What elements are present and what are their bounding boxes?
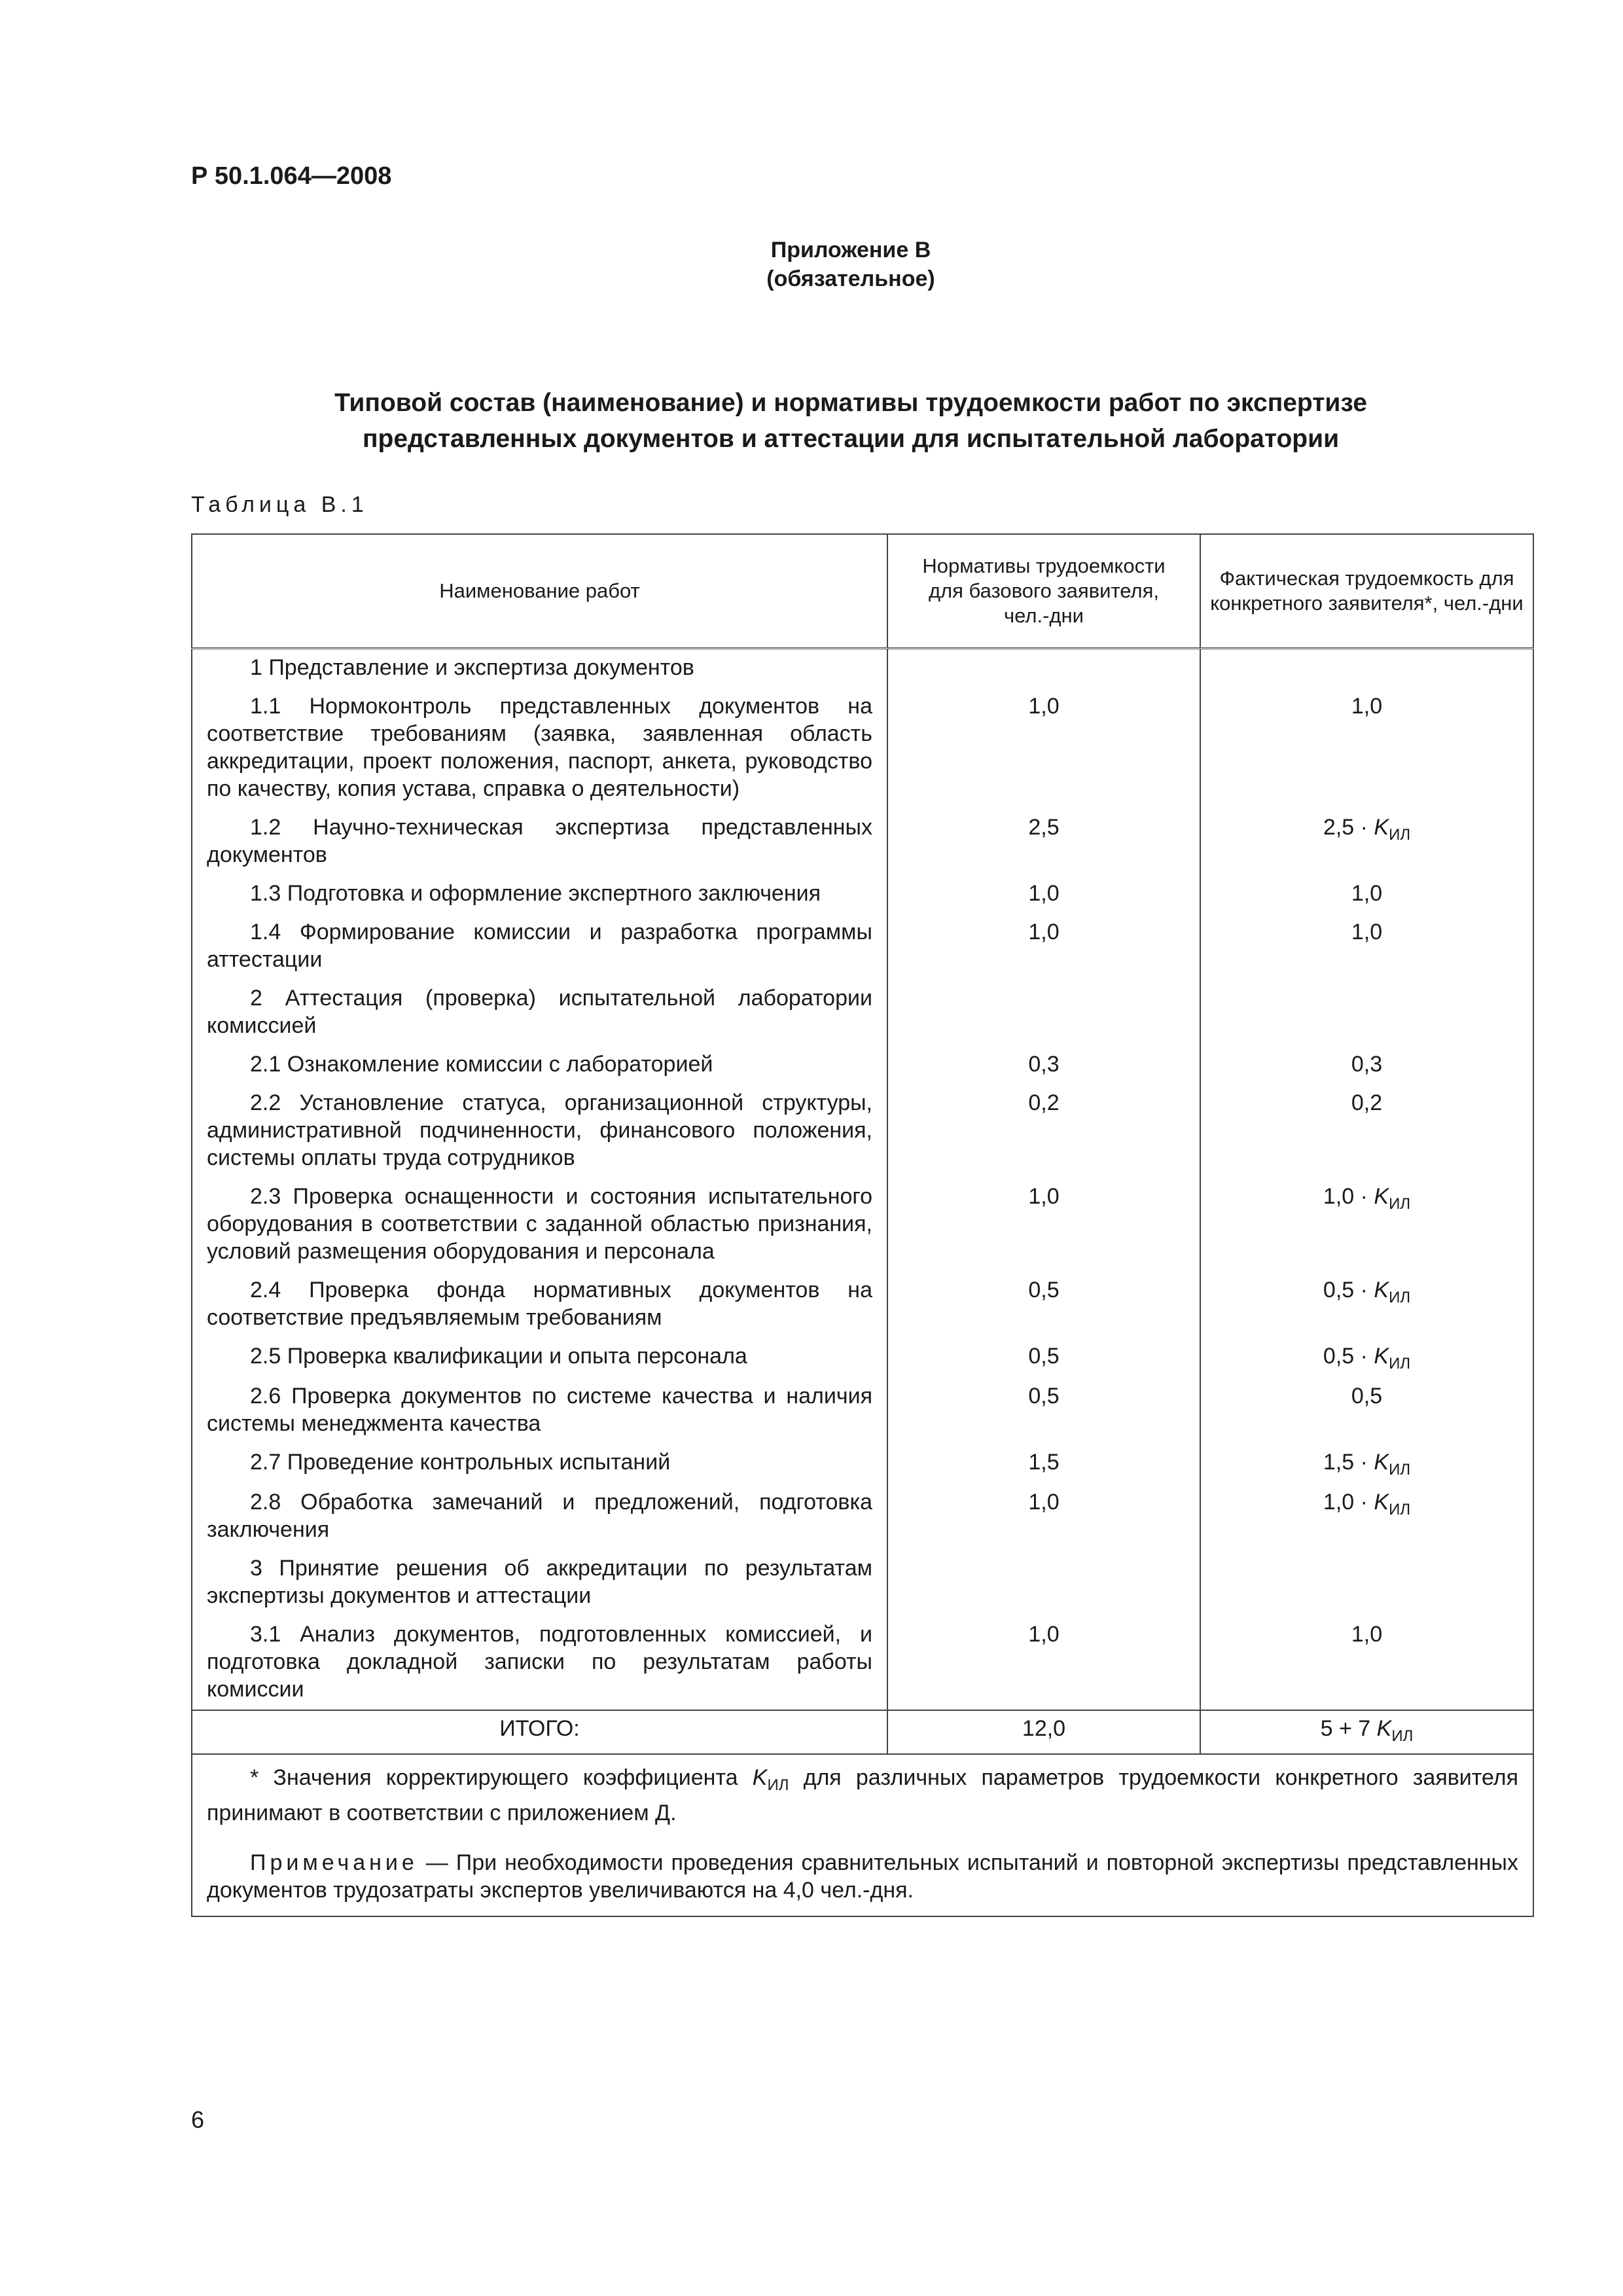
k-coefficient: $K_{ИЛ}$ <box>1374 1344 1411 1372</box>
work-name: 3 Принятие решения об аккредитации по результатам экспертизы документов и аттестации <box>207 1555 872 1608</box>
k-coefficient: $K_{ИЛ}$ <box>1374 1449 1411 1479</box>
actual-cell <box>1200 980 1533 1046</box>
actual-cell <box>1200 1378 1533 1444</box>
table-footer <box>192 1754 1533 1916</box>
norm-cell <box>887 980 1200 1046</box>
work-name-cell <box>192 809 887 875</box>
norm-cell: 1,0 <box>887 914 1200 980</box>
total-row <box>192 1710 1533 1755</box>
table-header-row <box>192 534 1533 649</box>
table-row <box>192 875 1533 914</box>
table-row <box>192 914 1533 980</box>
norm-cell: 1,0 <box>887 1484 1200 1550</box>
total-actual <box>1200 1710 1533 1755</box>
work-name: 2.1 Ознакомление комиссии с лабораторией <box>250 1052 713 1077</box>
work-name-cell <box>192 1550 887 1616</box>
actual-value: 0,3 <box>1351 1052 1383 1077</box>
work-norms-table <box>191 533 1534 1917</box>
actual-cell <box>1200 649 1533 689</box>
work-name: 2.4 Проверка фонда нормативных документов на соответствие предъявляемым требованиям <box>207 1278 872 1330</box>
actual-cell <box>1200 1484 1533 1550</box>
work-name-cell <box>192 875 887 914</box>
work-name-cell <box>192 1178 887 1272</box>
norm-cell: 0,5 <box>887 1272 1200 1338</box>
work-name-cell <box>192 980 887 1046</box>
actual-cell <box>1200 1616 1533 1710</box>
table-row <box>192 1484 1533 1550</box>
work-name: 1 Представление и экспертиза документов <box>250 655 694 680</box>
k-coefficient: $K_{ИЛ}$ <box>1374 1489 1411 1518</box>
norm-cell: 1,0 <box>887 1178 1200 1272</box>
k-coefficient: $K_{ИЛ}$ <box>1374 1278 1411 1306</box>
norm-cell: 0,3 <box>887 1046 1200 1085</box>
work-name: 1.4 Формирование комиссии и разработка программы аттестации <box>207 920 872 972</box>
work-name: 3.1 Анализ документов, подготовленных комиссией, и подготовка докладной записки по результатам работы комиссии <box>207 1621 872 1702</box>
page-number: 6 <box>191 2106 205 2133</box>
header-actual: Фактическая трудоемкость для конкретного заявителя*, чел.-дни <box>1200 534 1533 649</box>
actual-cell <box>1200 1046 1533 1085</box>
work-name: 1.3 Подготовка и оформление экспертного заключения <box>250 881 821 906</box>
work-name-cell <box>192 1338 887 1378</box>
table-row <box>192 1272 1533 1338</box>
footnote: * Значения корректирующего коэффициента $K_{ИЛ}$ для различных параметров трудоемкости конкретного заявителя принимают в соответствии с приложением Д. <box>207 1765 1519 1826</box>
work-name-cell <box>192 1444 887 1484</box>
total-label: ИТОГО: <box>192 1710 887 1755</box>
actual-value: 0,5 <box>1351 1383 1383 1408</box>
norm-cell: 0,2 <box>887 1085 1200 1178</box>
actual-cell <box>1200 914 1533 980</box>
document-code: Р 50.1.064—2008 <box>191 162 392 190</box>
note-label: Примечание <box>250 1850 418 1876</box>
table-row <box>192 1444 1533 1484</box>
actual-value: 1,0 <box>1351 694 1383 719</box>
header-norms: Нормативы трудоемкости для базового заявителя, чел.-дни <box>887 534 1200 649</box>
norm-cell: 1,0 <box>887 688 1200 809</box>
norm-cell <box>887 649 1200 689</box>
work-name: 2 Аттестация (проверка) испытательной лаборатории комиссией <box>207 986 872 1038</box>
actual-value: 1,5 · <box>1323 1449 1368 1475</box>
actual-value: 1,0 · <box>1323 1489 1368 1515</box>
section-title: Типовой состав (наименование) и нормативы трудоемкости работ по экспертизе представленных документов и аттестации для испытательной лаборатории <box>334 389 1367 453</box>
table-row <box>192 1378 1533 1444</box>
actual-cell <box>1200 1085 1533 1178</box>
table-row <box>192 688 1533 809</box>
actual-cell <box>1200 809 1533 875</box>
norm-cell <box>887 1550 1200 1616</box>
norm-cell: 1,0 <box>887 875 1200 914</box>
work-name: 1.1 Нормоконтроль представленных документов на соответствие требованиям (заявка, заявленная область аккредитации, проект положения, паспорт, анкета, руководство по качеству, копия устава, справка о деятельности) <box>207 694 872 801</box>
actual-cell <box>1200 1272 1533 1338</box>
table-footer-row <box>192 1754 1533 1916</box>
actual-cell <box>1200 1444 1533 1484</box>
table-row <box>192 1616 1533 1710</box>
norm-cell: 1,0 <box>887 1616 1200 1710</box>
work-name-cell <box>192 1484 887 1550</box>
table-row <box>192 1550 1533 1616</box>
work-name: 2.7 Проведение контрольных испытаний <box>250 1449 671 1475</box>
work-name-cell <box>192 914 887 980</box>
work-name-cell <box>192 1272 887 1338</box>
work-name: 2.2 Установление статуса, организационной структуры, административной подчиненности, финансового положения, системы оплаты труда сотрудников <box>207 1090 872 1170</box>
actual-value: 1,0 <box>1351 920 1383 944</box>
table-row <box>192 1338 1533 1378</box>
norm-cell: 1,5 <box>887 1444 1200 1484</box>
work-name: 2.5 Проверка квалификации и опыта персонала <box>250 1344 747 1369</box>
work-name-cell <box>192 1085 887 1178</box>
total-norm: 12,0 <box>887 1710 1200 1755</box>
table-row <box>192 809 1533 875</box>
table-row <box>192 980 1533 1046</box>
k-coefficient: $K_{ИЛ}$ <box>1376 1715 1414 1745</box>
table-caption: Таблица В.1 <box>191 492 368 517</box>
work-name: 2.3 Проверка оснащенности и состояния испытательного оборудования в соответствии с заданной областью признания, условий размещения оборудования и персонала <box>207 1184 872 1264</box>
actual-value: 0,2 <box>1351 1090 1383 1115</box>
header-work-name: Наименование работ <box>192 534 887 649</box>
actual-value: 1,0 · <box>1323 1184 1368 1209</box>
table-row <box>192 649 1533 689</box>
note-text: — При необходимости проведения сравнительных испытаний и повторной экспертизы представленных документов трудозатраты экспертов увеличиваются на 4,0 чел.-дня. <box>207 1850 1518 1903</box>
work-name: 2.6 Проверка документов по системе качества и наличия системы менеджмента качества <box>207 1383 872 1436</box>
actual-value: 2,5 · <box>1323 815 1368 840</box>
work-name: 1.2 Научно-техническая экспертиза представленных документов <box>207 815 872 867</box>
work-name-cell <box>192 1046 887 1085</box>
table-row <box>192 1085 1533 1178</box>
table-row <box>192 1178 1533 1272</box>
work-name: 2.8 Обработка замечаний и предложений, подготовка заключения <box>207 1489 872 1542</box>
actual-cell <box>1200 1338 1533 1378</box>
norm-cell: 0,5 <box>887 1378 1200 1444</box>
norm-cell: 2,5 <box>887 809 1200 875</box>
actual-cell <box>1200 688 1533 809</box>
actual-value: 1,0 <box>1351 881 1383 906</box>
appendix-status: (обязательное) <box>766 266 935 291</box>
k-coefficient: $K_{ИЛ}$ <box>1374 1184 1411 1213</box>
actual-value: 0,5 · <box>1323 1344 1368 1369</box>
total-actual-value: 5 + 7 <box>1320 1715 1371 1741</box>
appendix-title: Приложение В <box>770 238 931 262</box>
note <box>207 1849 1518 1904</box>
k-coefficient: $K_{ИЛ}$ <box>1374 815 1411 844</box>
work-name-cell <box>192 649 887 689</box>
work-name-cell <box>192 688 887 809</box>
actual-value: 1,0 <box>1351 1621 1383 1647</box>
actual-cell <box>1200 1178 1533 1272</box>
actual-cell <box>1200 875 1533 914</box>
table-row <box>192 1046 1533 1085</box>
work-name-cell <box>192 1616 887 1710</box>
actual-cell <box>1200 1550 1533 1616</box>
norm-cell: 0,5 <box>887 1338 1200 1378</box>
appendix-heading <box>0 236 1623 293</box>
work-name-cell <box>192 1378 887 1444</box>
actual-value: 0,5 · <box>1323 1278 1368 1302</box>
